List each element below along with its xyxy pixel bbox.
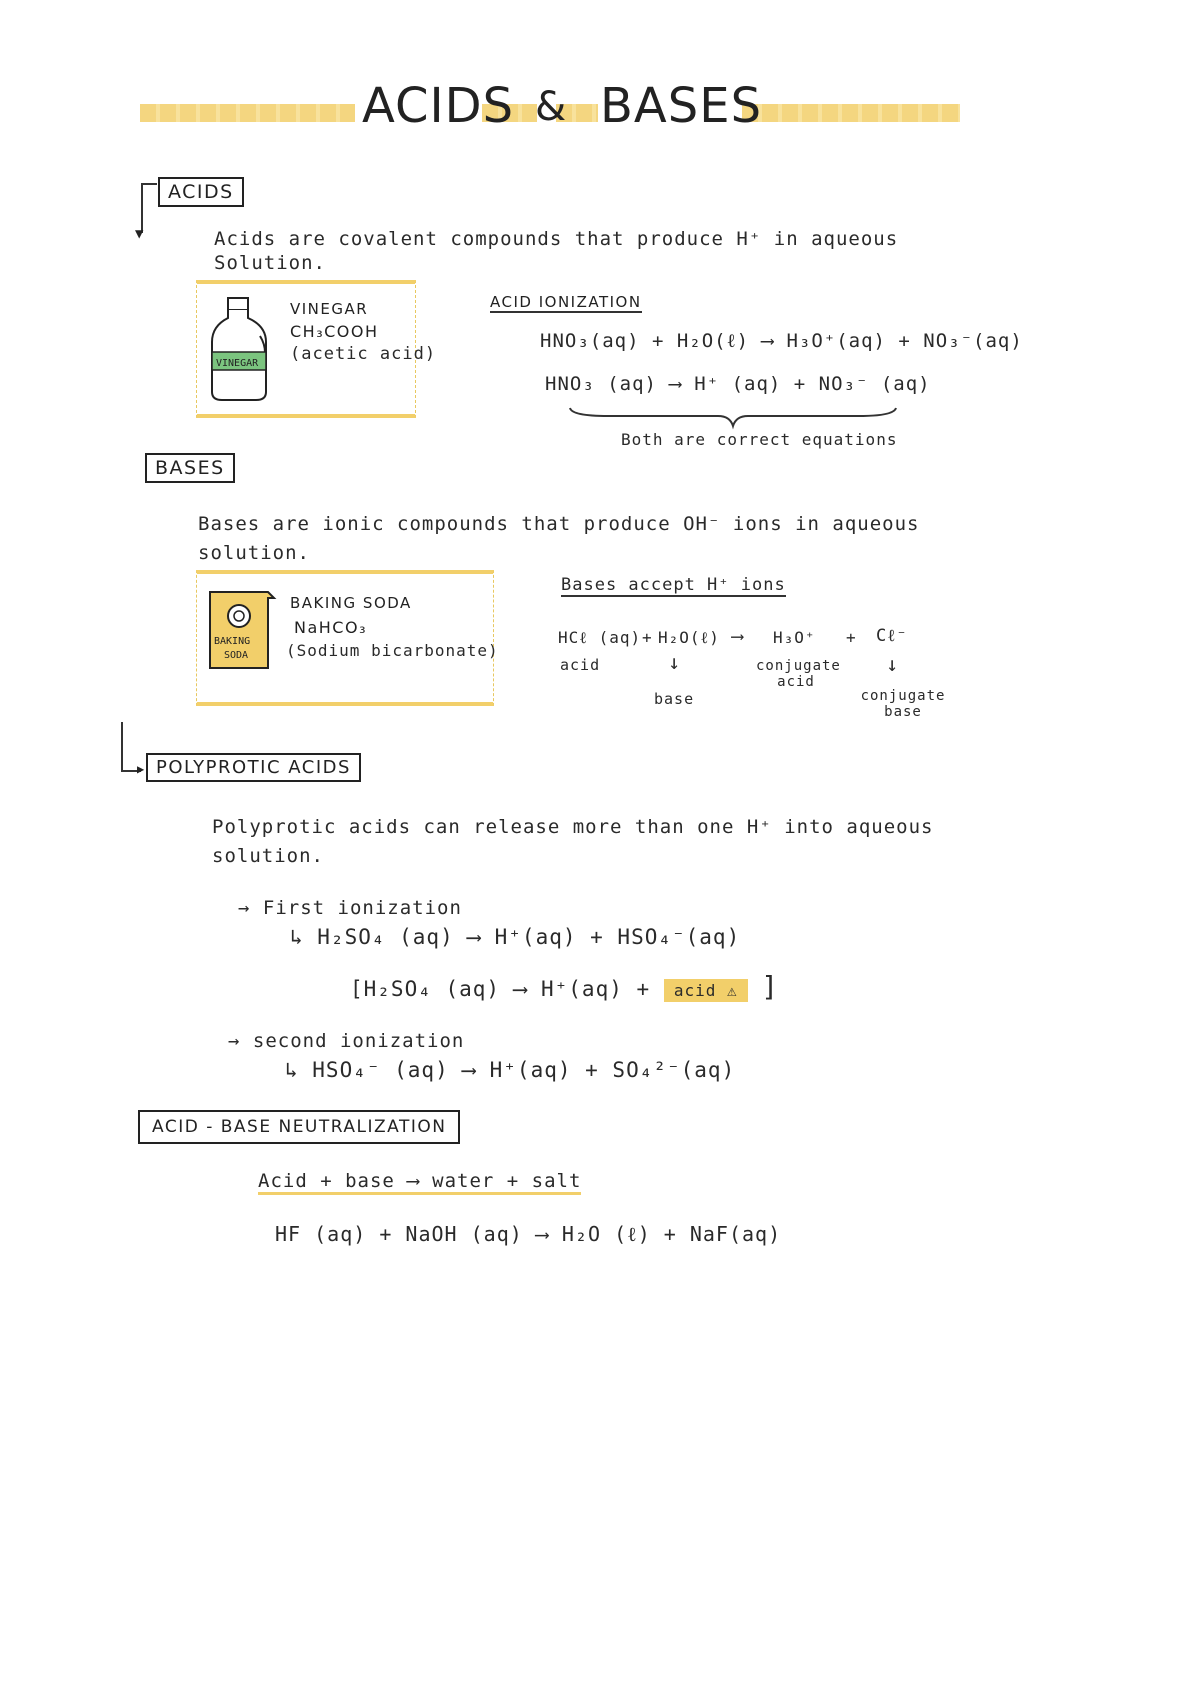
bases-label-acid: acid <box>560 656 601 674</box>
vinegar-common-name: (acetic acid) <box>290 344 437 364</box>
polyprotic-definition-line1: Polyprotic acids can release more than one H⁺ into aqueous <box>212 816 934 838</box>
bases-label-conjugate-acid: conjugate acid <box>756 658 841 690</box>
equations-note: Both are correct equations <box>621 430 898 449</box>
title-acids: ACIDS <box>362 78 515 134</box>
acids-definition-line1: Acids are covalent compounds that produce H⁺ in aqueous <box>214 228 899 250</box>
bases-eq-plus-1: + <box>642 628 653 647</box>
bases-label-conjugate-base: conjugate base <box>860 688 946 720</box>
acid-ionization-equation-2: HNO₃ (aq) ⟶ H⁺ (aq) + NO₃⁻ (aq) <box>545 373 931 395</box>
baking-soda-box-icon <box>206 588 278 674</box>
title-bases: BASES <box>600 78 763 134</box>
first-ionization-alt-close: ] <box>761 970 780 1003</box>
acid-ionization-title: ACID IONIZATION <box>490 293 642 311</box>
first-ionization-title: → First ionization <box>238 897 462 919</box>
bases-eq-plus-2: + <box>846 628 857 647</box>
bases-label-base: base <box>654 690 695 708</box>
title-band-left <box>140 104 355 122</box>
acid-ionization-equation-1: HNO₃(aq) + H₂O(ℓ) ⟶ H₃O⁺(aq) + NO₃⁻(aq) <box>540 330 1023 352</box>
polyprotic-definition-line2: solution. <box>212 845 324 867</box>
first-ionization-equation-alt <box>350 970 779 1003</box>
vinegar-bottle-icon <box>208 296 270 404</box>
equations-brace-icon <box>568 404 898 430</box>
second-ionization-equation: ↳ HSO₄⁻ (aq) ⟶ H⁺(aq) + SO₄²⁻(aq) <box>285 1058 736 1082</box>
baking-soda-box-label-bottom: SODA <box>224 650 249 661</box>
baking-soda-name: BAKING SODA <box>290 594 412 612</box>
acids-heading: ACIDS <box>158 177 244 207</box>
vinegar-bottle-label: VINEGAR <box>216 358 259 369</box>
first-ionization-alt-text: [H₂SO₄ (aq) ⟶ H⁺(aq) + <box>350 977 651 1001</box>
chloride-down-arrow-icon: ↓ <box>886 652 900 676</box>
acids-bracket-top <box>141 183 157 185</box>
acids-arrow-head-icon: ▼ <box>135 226 144 242</box>
bases-eq-arrow: ⟶ <box>732 626 744 647</box>
title-ampersand: & <box>535 84 568 130</box>
bases-definition-line1: Bases are ionic compounds that produce OH⁻ ions in aqueous <box>198 513 920 535</box>
bases-accept-title: Bases accept H⁺ ions <box>561 575 786 595</box>
vinegar-formula: CH₃COOH <box>290 322 379 341</box>
title-band-right <box>742 104 960 122</box>
first-ionization-alt-highlight: acid ⚠ <box>664 979 748 1002</box>
bases-definition-line2: solution. <box>198 542 310 564</box>
vinegar-name: VINEGAR <box>290 300 369 318</box>
bases-heading: BASES <box>145 453 235 483</box>
neutralization-general-equation: Acid + base ⟶ water + salt <box>258 1170 581 1195</box>
first-ionization-equation: ↳ H₂SO₄ (aq) ⟶ H⁺(aq) + HSO₄⁻(aq) <box>290 925 741 949</box>
neutralization-example-equation: HF (aq) + NaOH (aq) ⟶ H₂O (ℓ) + NaF(aq) <box>275 1222 782 1246</box>
polyprotic-heading: POLYPROTIC ACIDS <box>146 753 361 782</box>
baking-soda-formula: NaHCO₃ <box>294 618 367 637</box>
polyprotic-arrow-head-icon: ▶ <box>137 762 145 776</box>
neutralization-heading: ACID - BASE NEUTRALIZATION <box>138 1110 460 1144</box>
bases-eq-chloride: Cℓ⁻ <box>876 626 908 646</box>
bases-eq-hydronium: H₃O⁺ <box>773 628 816 647</box>
water-down-arrow-icon: ↓ <box>668 650 682 674</box>
baking-soda-box-label-top: BAKING <box>214 636 251 647</box>
bases-eq-hcl: HCℓ (aq) <box>558 628 642 647</box>
second-ionization-title: → second ionization <box>228 1030 465 1052</box>
polyprotic-bracket-vertical <box>121 722 123 772</box>
acids-definition-line2: Solution. <box>214 252 326 274</box>
baking-soda-common-name: (Sodium bicarbonate) <box>286 641 499 660</box>
bases-eq-water: H₂O(ℓ) <box>658 628 720 647</box>
